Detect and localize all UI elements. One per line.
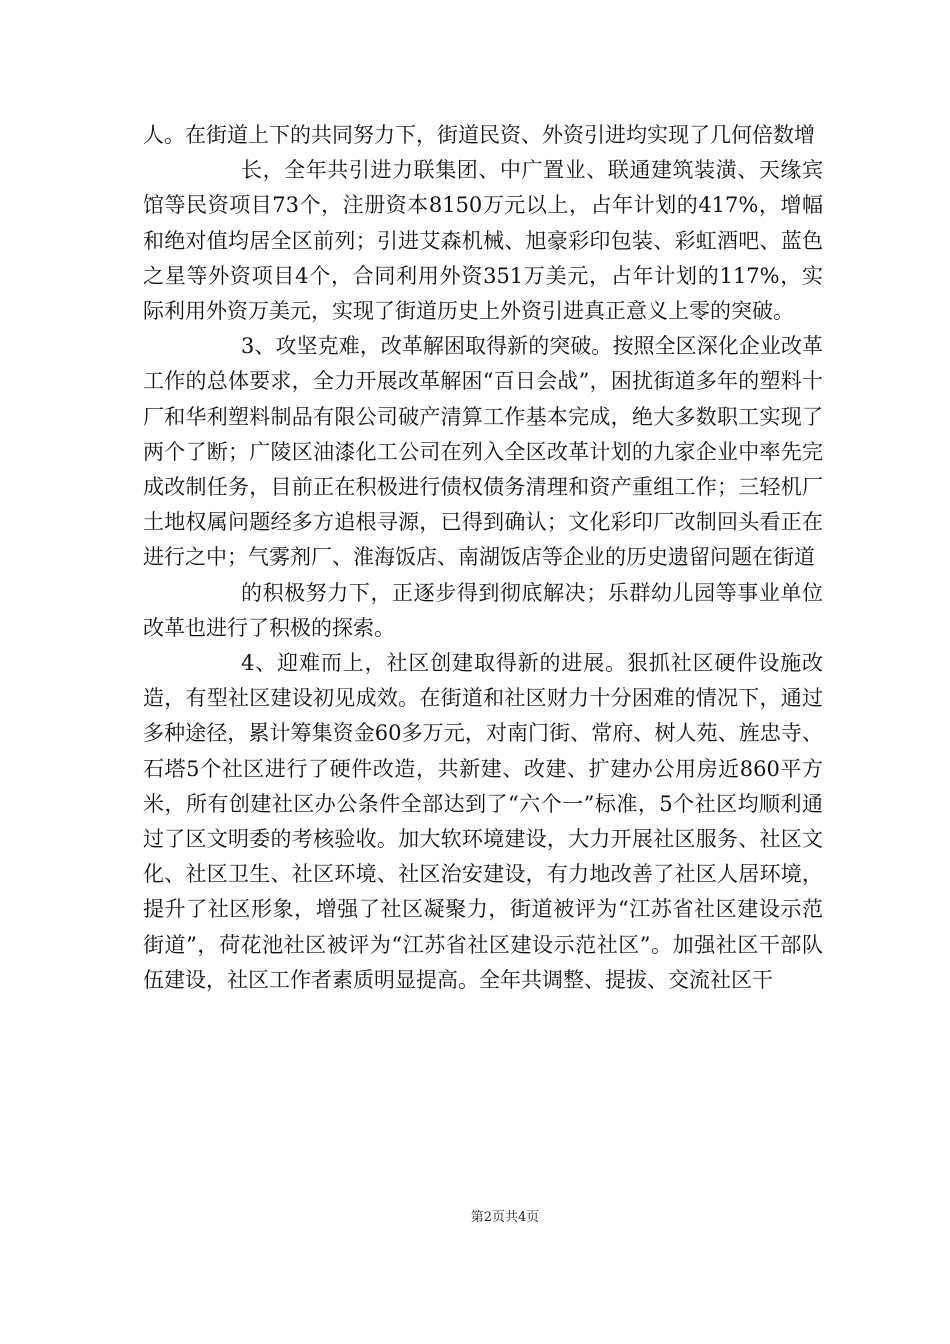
page-number-footer: 第2页共4页 — [470, 1210, 540, 1225]
paragraph-2: 长，全年共引进力联集团、中广置业、联通建筑装潢、天缘宾馆等民资项目73个，注册资本8150万元以上，占年计划的417%，增幅和绝对值均居全区前列；引进艾森机械、旭豪彩印包装、彩虹酒吧、蓝色之星等外资项目4个，合同利用外资351万美元，占年计划的117%，实际利用外资万美元，实现了街道历史上外资引进真正意义上零的突破。 — [143, 158, 823, 324]
paragraph-1: 人。在街道上下的共同努力下，街道民资、外资引进均实现了几何倍数增 — [143, 123, 815, 147]
paragraph-4: 的积极努力下，正逐步得到彻底解决；乐群幼儿园等事业单位改革也进行了积极的探索。 — [143, 580, 823, 640]
paragraph-5: 4、迎难而上，社区创建取得新的进展。狠抓社区硬件设施改造，有型社区建设初见成效。在街道和社区财力十分困难的情况下，通过多种途径，累计筹集资金60多万元，对南门街、常府、树人苑、旌忠寺、石塔5个社区进行了硬件改造，共新建、改建、扩建办公用房近860平方米，所有创建社区办公条件全部达到了“六个一”标准，5个社区均顺利通过了区文明委的考核验收。加大软环境建设，大力开展社区服务、社区文化、社区卫生、社区环境、社区治安建设，有力地改善了社区人居环境，提升了社区形象，增强了社区凝聚力，街道被评为“江苏省社区建设示范街道”，荷花池社区被评为“江苏省社区建设示范社区”。加强社区干部队伍建设，社区工作者素质明显提高。全年共调整、提拔、交流社区干 — [143, 651, 823, 992]
paragraph-3: 3、攻坚克难，改革解困取得新的突破。按照全区深化企业改革工作的总体要求，全力开展改革解困“百日会战”，困扰街道多年的塑料十厂和华利塑料制品有限公司破产清算工作基本完成，绝大多数职工实现了两个了断；广陵区油漆化工公司在列入全区改革计划的九家企业中率先完成改制任务，目前正在积极进行债权债务清理和资产重组工作；三轻机厂土地权属问题经多方追根寻源，已得到确认；文化彩印厂改制回头看正在进行之中；气雾剂厂、淮海饭店、南湖饭店等企业的历史遗留问题在街道 — [143, 334, 823, 570]
document-body — [143, 118, 823, 998]
